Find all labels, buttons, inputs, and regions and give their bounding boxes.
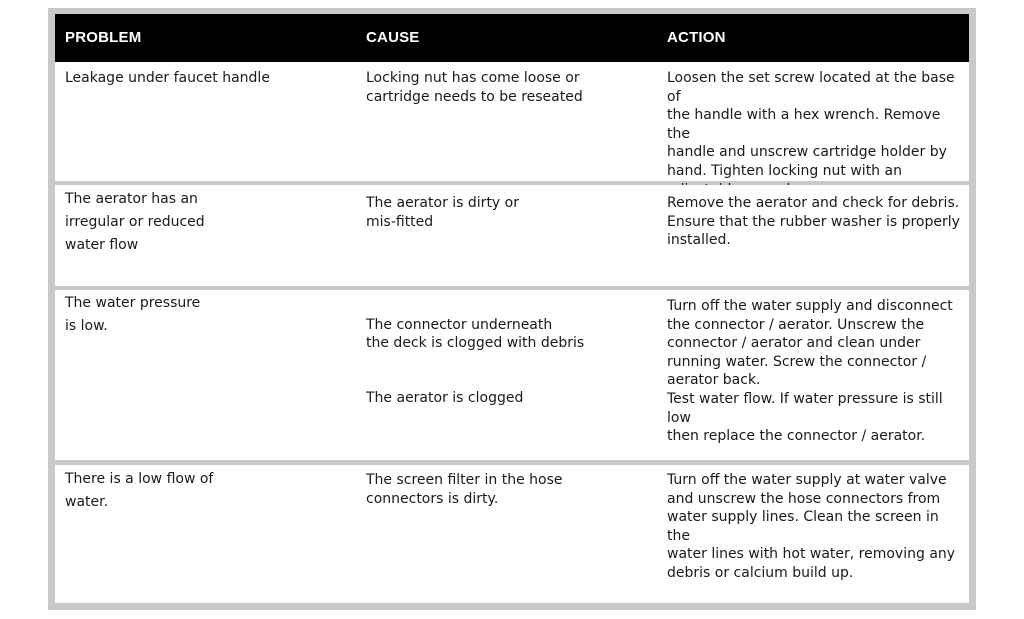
problem-cell: The water pressure is low. (65, 295, 201, 334)
header-action: ACTION (667, 29, 726, 46)
table-header (55, 14, 969, 62)
cause-text-2: The aerator is clogged (366, 390, 524, 407)
table-row (55, 185, 969, 286)
table-row (55, 290, 969, 460)
cause-cell: Locking nut has come loose or cartridge needs to be reseated (366, 70, 583, 105)
problem-cell: The aerator has an irregular or reduced water flow (65, 191, 205, 253)
action-cell: Turn off the water supply and disconnect the connector / aerator. Unscrew the connector / aerator and clean under running water. Screw the connector / aerator back. Test water flow. If water pressure is still low then replace the connector / aerator. (667, 298, 953, 445)
cause-cell: The aerator is dirty or mis-fitted (366, 195, 519, 230)
header-problem: PROBLEM (65, 29, 142, 46)
header-cause: CAUSE (366, 29, 420, 46)
problem-cell: Leakage under faucet handle (65, 70, 270, 86)
cause-cell: The screen filter in the hose connectors is dirty. (366, 472, 563, 507)
action-cell: Turn off the water supply at water valve and unscrew the hose connectors from water supply lines. Clean the screen in the water lines with hot water, removing any debris or calcium build up. (667, 472, 956, 581)
problem-cell: There is a low flow of water. (65, 471, 214, 510)
action-cell: Loosen the set screw located at the base of the handle with a hex wrench. Remove the handle and unscrew cartridge holder by hand. Tighten locking nut with an (667, 70, 955, 179)
cause-cell (366, 297, 656, 408)
table-row (55, 465, 969, 603)
table-row (55, 62, 969, 181)
action-cell: Remove the aerator and check for debris. Ensure that the rubber washer is properly installed. (667, 195, 960, 249)
cause-text-1: The connector underneath the deck is clogged with debris (366, 316, 585, 352)
